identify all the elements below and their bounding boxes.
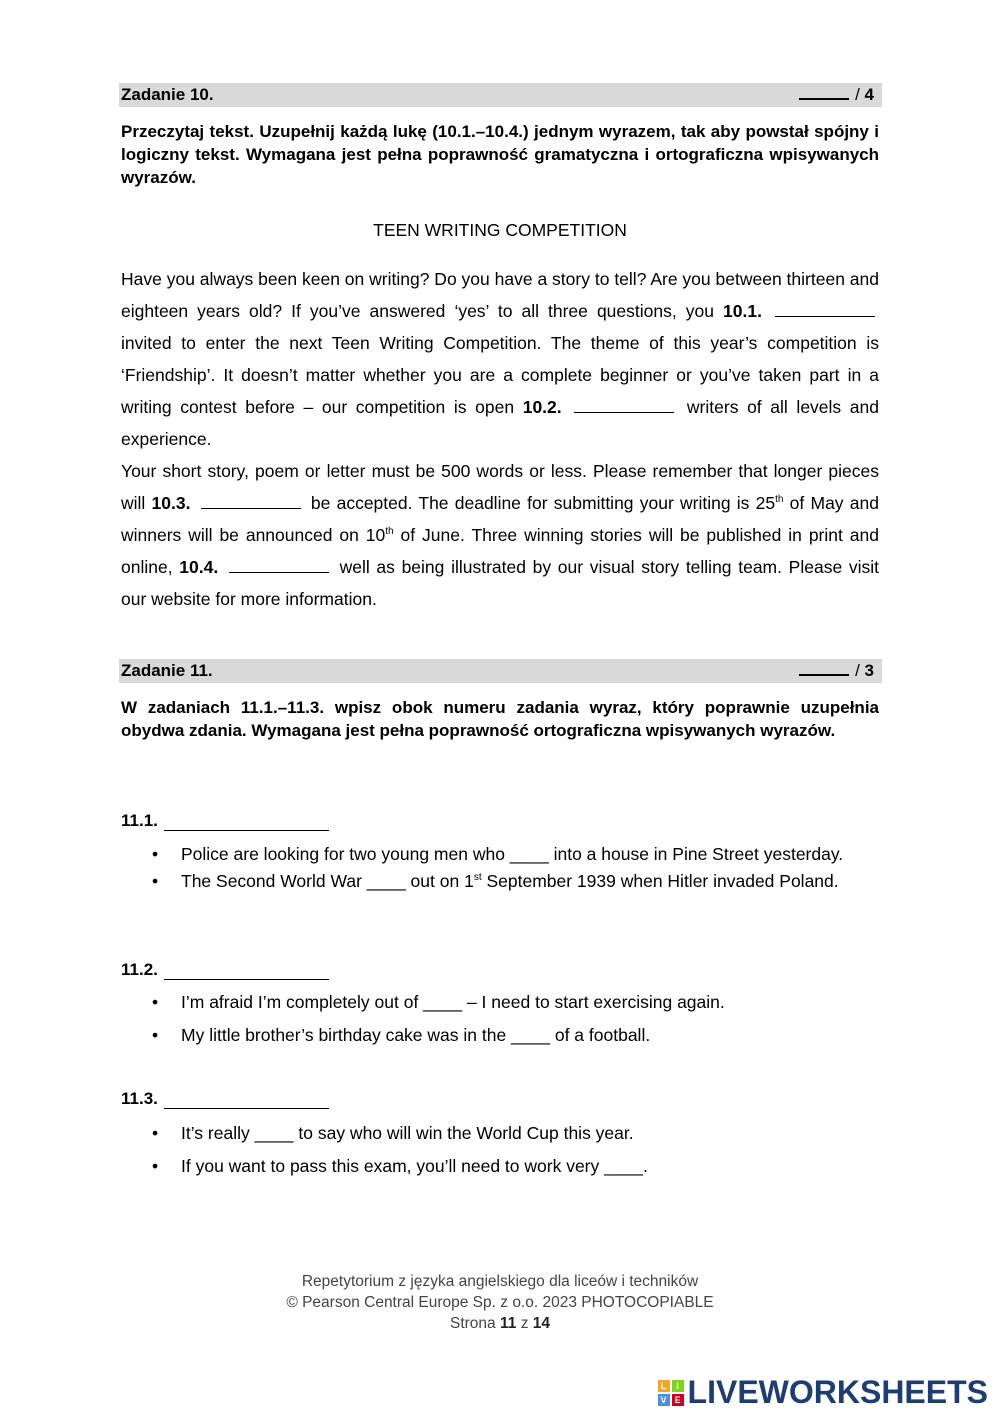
answer-11-3-blank[interactable] [164,1091,329,1109]
paragraph-2: Your short story, poem or letter must be 500 words or less. Please remember that longer pieces will 10.3. be accepted. The deadline for submitting your writing is 25th of May and winners will be announced on 10th of June. Three winning stories will be published in print and online, 10.4. well as being illustrated by our visual story telling team. Please visit our website for more information. [121,461,879,609]
gap-10-1-label: 10.1. [723,301,762,321]
task-11-header [119,659,882,683]
gap-10-3-blank[interactable] [201,490,301,509]
list-item: • I’m afraid I’m completely out of ____ – I need to start exercising again. [152,992,725,1012]
gap-10-4-label: 10.4. [179,557,219,577]
gap-10-4-blank[interactable] [229,554,329,573]
list-item: • If you want to pass this exam, you’ll need to work very ____. [152,1156,648,1176]
list-item: • It’s really ____ to say who will win the World Cup this year. [152,1123,634,1143]
gap-10-2-label: 10.2. [522,397,562,417]
gap-10-3-label: 10.3. [151,493,191,513]
footer-copyright: © Pearson Central Europe Sp. z o.o. 2023 PHOTOCOPIABLE [286,1294,714,1311]
task-10-instruction: Przeczytaj tekst. Uzupełnij każdą lukę (10.1.–10.4.) jednym wyrazem, tak aby powstał spójny i logiczny tekst. Wymagana jest pełna poprawność gramatyczna i ortograficzna wpisywanych wyrazów. [121,122,879,187]
question-11-2: 11.2. [121,960,329,980]
text-title: TEEN WRITING COMPETITION [373,220,627,240]
paragraph-1: Have you always been keen on writing? Do you have a story to tell? Are you between thirteen and eighteen years old? If you’ve answered ‘yes’ to all three questions, you 10.1. invited to enter the next Teen Writing Competition. The theme of this year’s competition is ‘Friendship’. It doesn’t matter whether you are a complete beginner or you’ve taken part in a writing contest before – our competition is open 10.2. writers of all levels and experience. [121,269,879,449]
answer-11-2-blank[interactable] [164,962,329,980]
page-footer [0,1271,1000,1334]
list-item: • Police are looking for two young men who ____ into a house in Pine Street yesterday. [152,844,844,864]
task-11-instruction: W zadaniach 11.1.–11.3. wpisz obok numeru zadania wyraz, który poprawnie uzupełnia obydwa zdania. Wymagana jest pełna poprawność ortograficzna wpisywanych wyrazów. [121,698,879,740]
question-11-2-sentences [152,990,882,1048]
score-blank[interactable] [799,661,849,676]
task-11-score: / 3 [799,661,874,681]
footer-page-number: Strona 11 z 14 [450,1315,550,1332]
task-10-title: Zadanie 10. [121,85,214,104]
task-10-score: / 4 [799,85,874,105]
liveworksheets-logo-icon: L I V E [658,1380,684,1406]
question-11-1-sentences [152,842,882,894]
list-item: • My little brother’s birthday cake was in the ____ of a football. [152,1025,651,1045]
gap-10-2-blank[interactable] [574,394,674,413]
footer-book-title: Repetytorium z języka angielskiego dla liceów i techników [301,1273,699,1290]
gap-10-1-blank[interactable] [775,298,875,317]
liveworksheets-logo-text: LIVEWORKSHEETS [687,1374,988,1410]
score-blank[interactable] [799,85,849,100]
list-item: • The Second World War ____ out on 1st September 1939 when Hitler invaded Poland. [152,871,839,891]
task-11-title: Zadanie 11. [121,661,213,680]
liveworksheets-logo [658,1374,988,1411]
task-11-max-points: 3 [864,661,874,680]
task-10-header [119,83,882,107]
question-11-3-sentences [152,1121,882,1179]
task-10-max-points: 4 [864,85,874,104]
question-11-3: 11.3. [121,1089,329,1109]
question-11-1: 11.1. [121,811,329,831]
task-10-text [121,263,879,615]
answer-11-1-blank[interactable] [164,813,329,831]
